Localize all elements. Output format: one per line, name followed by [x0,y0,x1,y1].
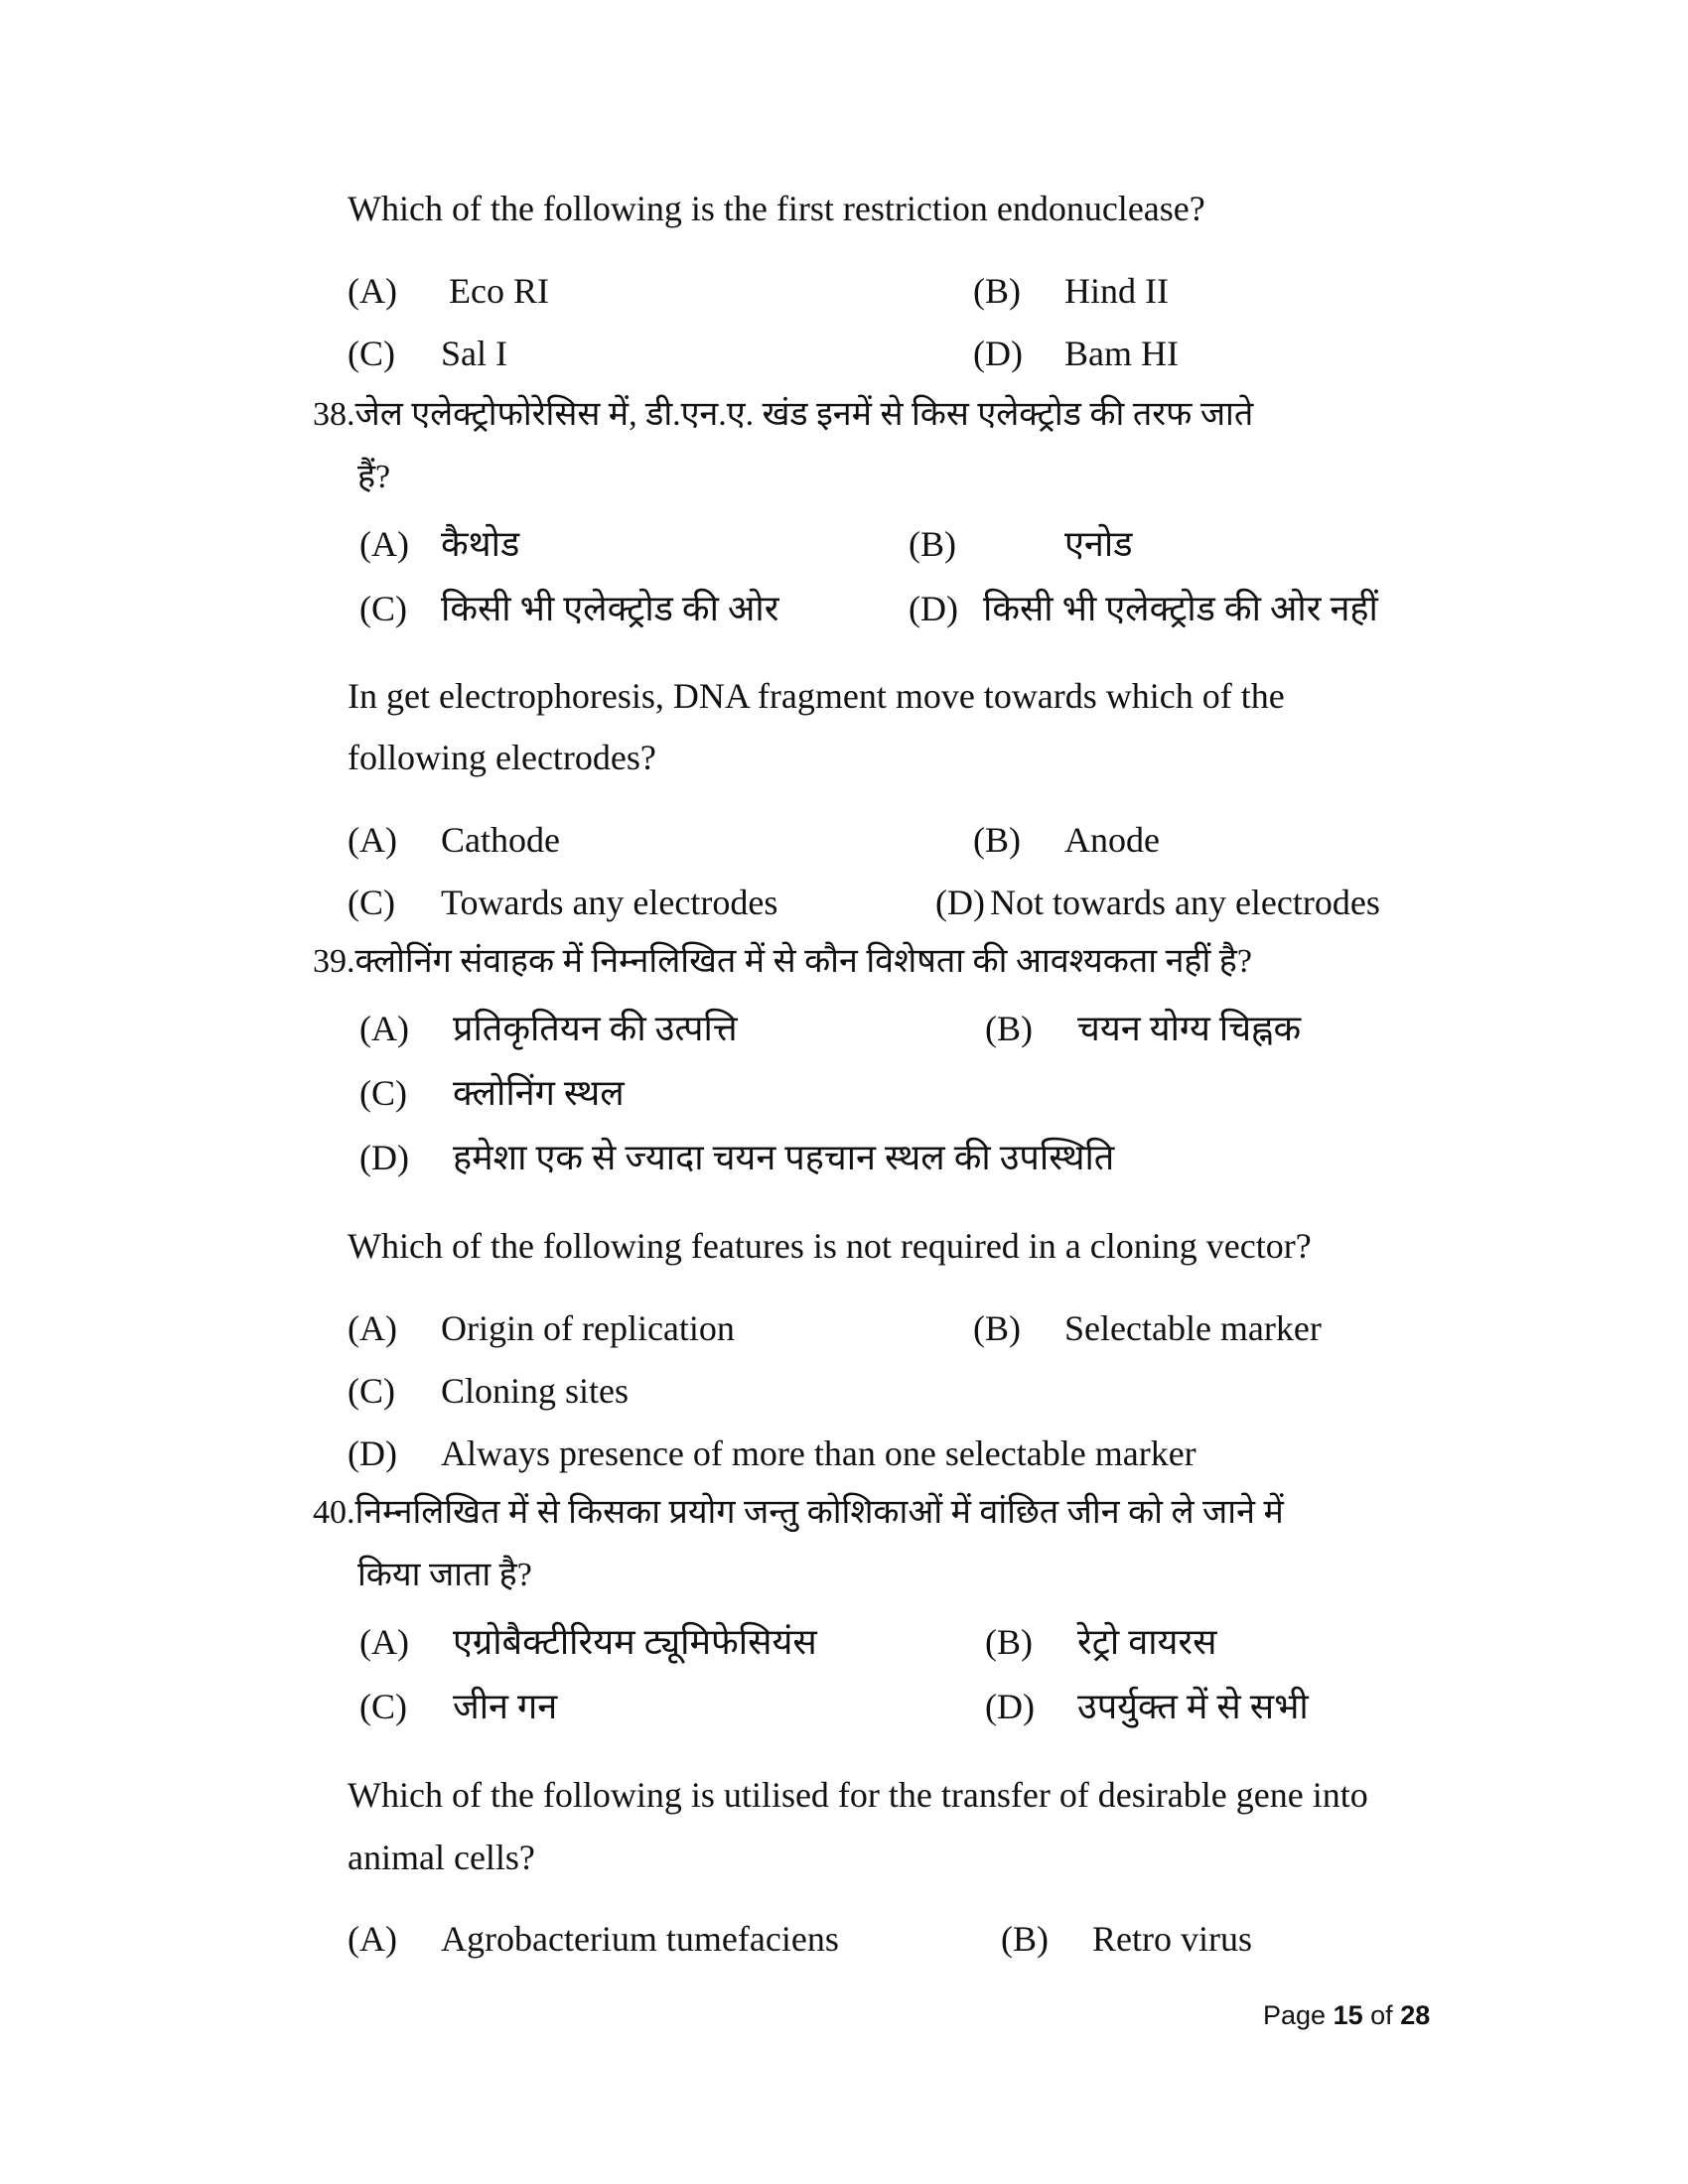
option-a-text: Cathode [441,820,560,860]
option-b-label: (B) [973,1308,1021,1348]
question-40-hindi-line1: 40.निम्नलिखित में से किसका प्रयोग जन्तु कोशिकाओं में वांछित जीन को ले जाने में [313,1494,1284,1531]
option-b-label: (B) [973,820,1021,860]
option-d-text: हमेशा एक से ज्यादा चयन पहचान स्थल की उपस्थिति [453,1138,1115,1177]
option-b-label: (B) [985,1622,1033,1662]
option-a-text: Agrobacterium tumefaciens [441,1919,839,1959]
page-number [1263,1998,1430,2032]
option-d-label: (D) [909,589,958,628]
question-38-english-line1: In get electrophoresis, DNA fragment move towards which of the [348,676,1285,716]
option-c-text: जीन गन [453,1687,558,1726]
option-b-text: Hind II [1064,271,1169,311]
option-d-label: (D) [973,334,1023,373]
option-b-text: रेट्रो वायरस [1077,1622,1217,1662]
option-b-text: Retro virus [1092,1919,1252,1959]
question-40-english-line2: animal cells? [348,1838,535,1877]
option-b-label: (B) [1001,1919,1049,1959]
option-c-text: क्लोनिंग स्थल [453,1073,625,1113]
option-b-text: Selectable marker [1064,1308,1322,1348]
option-a-label: (A) [359,1622,409,1662]
option-c-text: Sal I [441,334,507,373]
option-b-label: (B) [985,1009,1033,1048]
option-d-label: (D) [348,1433,397,1473]
option-d-text: किसी भी एलेक्ट्रोड की ओर नहीं [983,589,1378,628]
option-d-label: (D) [935,883,985,922]
option-a-label: (A) [348,1308,397,1348]
option-d-text: Not towards any electrodes [990,883,1380,922]
option-c-label: (C) [348,334,395,373]
option-a-label: (A) [359,1009,409,1048]
question-38-hindi-line2: हैं? [357,459,391,495]
option-a-label: (A) [359,524,409,564]
option-d-text: Always presence of more than one selectable marker [441,1433,1196,1473]
option-d-label: (D) [359,1138,409,1177]
option-d-text: Bam HI [1064,334,1179,373]
option-a-label: (A) [348,271,397,311]
option-a-text: Origin of replication [441,1308,735,1348]
option-c-label: (C) [348,883,395,922]
page-current: 15 [1333,2000,1363,2030]
option-c-text: Cloning sites [441,1371,630,1411]
option-c-text: Towards any electrodes [441,883,778,922]
of-word: of [1370,2000,1393,2030]
option-c-label: (C) [359,1073,407,1113]
question-40-hindi-line2: किया जाता है? [357,1557,532,1593]
option-a-text: प्रतिकृतियन की उत्पत्ति [453,1009,738,1048]
question-38-hindi-line1: 38.जेल एलेक्ट्रोफोरेसिस में, डी.एन.ए. खंड इनमें से किस एलेक्ट्रोड की तरफ जाते [313,396,1254,433]
question-40-english-line1: Which of the following is utilised for the transfer of desirable gene into [348,1775,1368,1815]
option-a-text: Eco RI [449,271,549,311]
option-c-label: (C) [359,589,407,628]
option-c-text: किसी भी एलेक्ट्रोड की ओर [441,589,779,628]
option-a-label: (A) [348,1919,397,1959]
question-38-english-line2: following electrodes? [348,738,656,777]
option-b-text: Anode [1064,820,1160,860]
option-c-label: (C) [348,1371,395,1411]
question-39-english: Which of the following features is not required in a cloning vector? [348,1226,1312,1266]
option-a-label: (A) [348,820,397,860]
option-b-text: चयन योग्य चिह्नक [1077,1009,1302,1048]
page-total: 28 [1400,2000,1431,2030]
option-b-text: एनोड [1064,524,1133,564]
option-a-text: एग्रोबैक्टीरियम ट्यूमिफेसियंस [453,1622,817,1662]
page-word: Page [1263,2000,1327,2030]
question-39-hindi: 39.क्लोनिंग संवाहक में निम्नलिखित में से कौन विशेषता की आवश्यकता नहीं है? [313,943,1252,980]
question-37-english: Which of the following is the first restriction endonuclease? [348,189,1205,228]
option-d-label: (D) [985,1687,1035,1726]
option-c-label: (C) [359,1687,407,1726]
option-a-text: कैथोड [441,524,520,564]
option-b-label: (B) [909,524,956,564]
option-d-text: उपर्युक्त में से सभी [1077,1687,1309,1726]
option-b-label: (B) [973,271,1021,311]
